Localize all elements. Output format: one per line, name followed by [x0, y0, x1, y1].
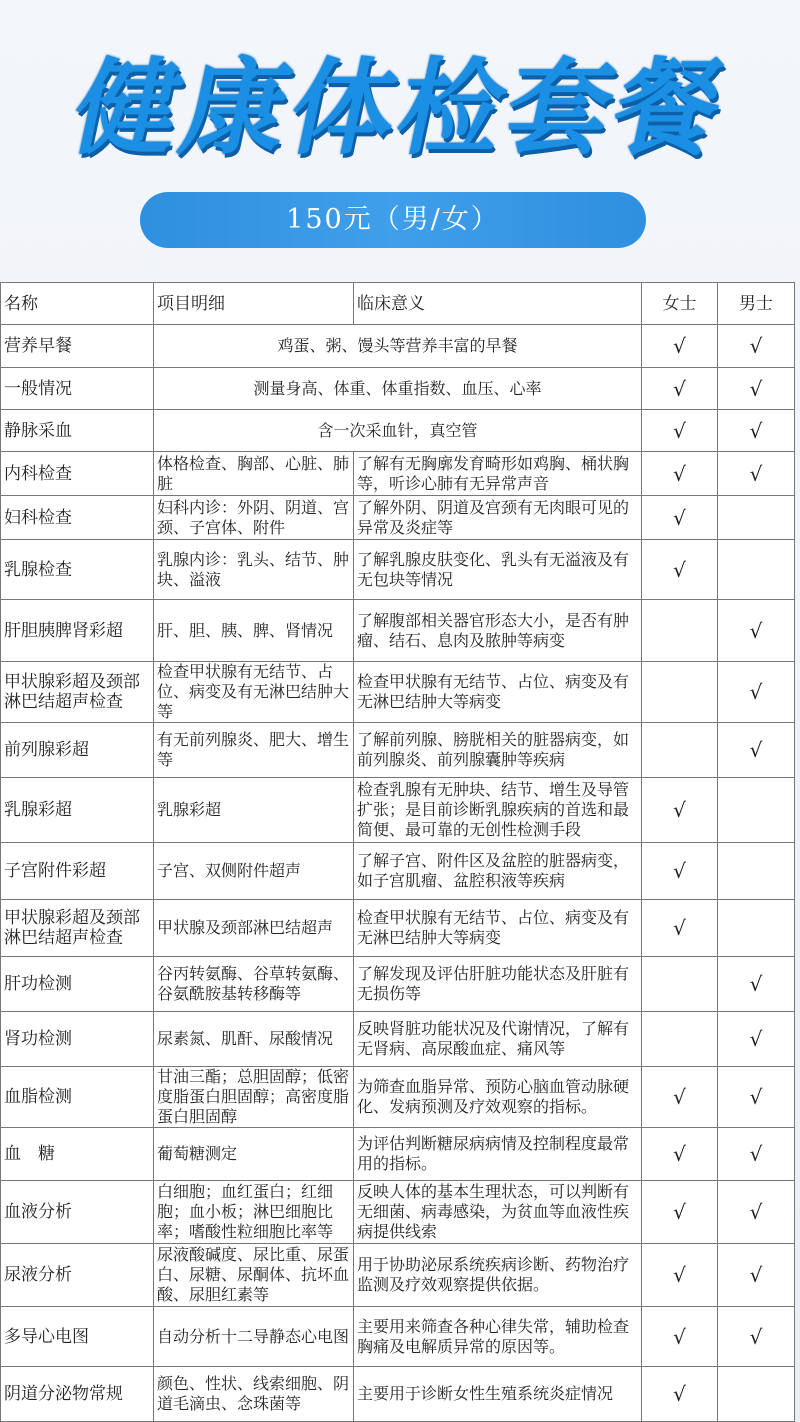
table-row — [1, 900, 795, 957]
item-name: 妇科检查 — [1, 496, 154, 540]
check-mark-icon: √ — [673, 859, 686, 883]
female-check-cell — [642, 1244, 718, 1307]
item-details: 自动分析十二导静态心电图 — [154, 1307, 354, 1367]
female-check-cell — [642, 496, 718, 540]
item-clinical-meaning: 反映人体的基本生理状态，可以判断有无细菌、病毒感染，为贫血等血液性疾病提供线索 — [354, 1181, 642, 1244]
item-details: 尿液酸碱度、尿比重、尿蛋白、尿糖、尿酮体、抗坏血酸、尿胆红素等 — [154, 1244, 354, 1307]
check-mark-icon: √ — [673, 505, 686, 530]
price-badge: 150元（男/女） — [140, 192, 646, 248]
header-name: 名称 — [1, 283, 154, 325]
male-check-cell — [718, 1012, 795, 1067]
table-row — [1, 325, 795, 368]
table-row — [1, 452, 795, 496]
item-details: 甘油三酯；总胆固醇；低密度脂蛋白胆固醇；高密度脂蛋白胆固醇 — [154, 1067, 354, 1128]
male-check-cell — [718, 325, 795, 368]
item-details: 子宫、双侧附件超声 — [154, 843, 354, 900]
male-check-cell — [718, 843, 795, 900]
female-check-cell — [642, 452, 718, 496]
table-row — [1, 662, 795, 723]
check-mark-icon: √ — [673, 334, 686, 358]
table-row — [1, 540, 795, 600]
item-details: 检查甲状腺有无结节、占位、病变及有无淋巴结肿大等 — [154, 662, 354, 723]
table-row — [1, 1307, 795, 1367]
check-mark-icon: √ — [673, 376, 686, 401]
item-details: 颜色、性状、线索细胞、阴道毛滴虫、念珠菌等 — [154, 1367, 354, 1422]
item-name: 阴道分泌物常规 — [1, 1367, 154, 1422]
check-mark-icon: √ — [749, 618, 763, 643]
table-row — [1, 1244, 795, 1307]
check-mark-icon: √ — [749, 1200, 763, 1224]
item-clinical-meaning: 了解外阴、阴道及宫颈有无肉眼可见的异常及炎症等 — [354, 496, 642, 540]
check-mark-icon: √ — [749, 738, 763, 762]
item-name: 甲状腺彩超及颈部淋巴结超声检查 — [1, 900, 154, 957]
check-mark-icon: √ — [673, 1200, 686, 1224]
header-female: 女士 — [642, 283, 718, 325]
male-check-cell — [718, 1181, 795, 1244]
table-row — [1, 723, 795, 778]
item-name: 一般情况 — [1, 368, 154, 410]
item-clinical-meaning: 了解有无胸廓发育畸形如鸡胸、桶状胸等，听诊心肺有无异常声音 — [354, 452, 642, 496]
check-mark-icon: √ — [673, 798, 686, 822]
check-mark-icon: √ — [749, 461, 763, 486]
female-check-cell — [642, 540, 718, 600]
item-clinical-meaning: 了解前列腺、膀胱相关的脏器病变，如前列腺炎、前列腺囊肿等疾病 — [354, 723, 642, 778]
female-check-cell — [642, 1307, 718, 1367]
male-check-cell — [718, 1307, 795, 1367]
item-description: 测量身高、体重、体重指数、血压、心率 — [154, 368, 642, 410]
check-mark-icon: √ — [673, 557, 686, 582]
table-header-row — [1, 283, 795, 325]
male-check-cell — [718, 1244, 795, 1307]
check-mark-icon: √ — [673, 1085, 686, 1109]
package-table — [0, 282, 795, 1422]
check-mark-icon: √ — [673, 1324, 686, 1349]
item-clinical-meaning: 检查乳腺有无肿块、结节、增生及导管扩张；是目前诊断乳腺疾病的首选和最简便、最可靠的无创性检测手段 — [354, 778, 642, 843]
table-row — [1, 1012, 795, 1067]
male-check-cell — [718, 452, 795, 496]
item-name: 前列腺彩超 — [1, 723, 154, 778]
check-mark-icon: √ — [749, 972, 763, 996]
table-row — [1, 410, 795, 452]
table-row — [1, 1128, 795, 1181]
item-name: 子宫附件彩超 — [1, 843, 154, 900]
item-details: 葡萄糖测定 — [154, 1128, 354, 1181]
female-check-cell — [642, 1367, 718, 1422]
check-mark-icon: √ — [749, 1324, 763, 1349]
check-mark-icon: √ — [673, 1142, 686, 1166]
female-check-cell — [642, 900, 718, 957]
item-name: 尿液分析 — [1, 1244, 154, 1307]
male-check-cell — [718, 1067, 795, 1128]
item-name: 营养早餐 — [1, 325, 154, 368]
item-name: 肝功检测 — [1, 957, 154, 1012]
male-check-cell — [718, 368, 795, 410]
item-name: 乳腺检查 — [1, 540, 154, 600]
header-meaning: 临床意义 — [354, 283, 642, 325]
check-mark-icon: √ — [673, 1263, 686, 1287]
item-description: 鸡蛋、粥、馒头等营养丰富的早餐 — [154, 325, 642, 368]
item-clinical-meaning: 检查甲状腺有无结节、占位、病变及有无淋巴结肿大等病变 — [354, 662, 642, 723]
item-clinical-meaning: 了解发现及评估肝脏功能状态及肝脏有无损伤等 — [354, 957, 642, 1012]
female-check-cell — [642, 1012, 718, 1067]
item-clinical-meaning: 为筛查血脂异常、预防心脑血管动脉硬化、发病预测及疗效观察的指标。 — [354, 1067, 642, 1128]
item-name: 血 糖 — [1, 1128, 154, 1181]
female-check-cell — [642, 957, 718, 1012]
table-row — [1, 1067, 795, 1128]
item-name: 肝胆胰脾肾彩超 — [1, 600, 154, 662]
check-mark-icon: √ — [749, 1027, 763, 1051]
item-details: 妇科内诊：外阴、阴道、宫颈、子宫体、附件 — [154, 496, 354, 540]
check-mark-icon: √ — [749, 334, 763, 358]
check-mark-icon: √ — [673, 418, 686, 443]
item-description: 含一次采血针，真空管 — [154, 410, 642, 452]
package-table-wrap — [0, 282, 800, 1422]
female-check-cell — [642, 778, 718, 843]
item-clinical-meaning: 了解子宫、附件区及盆腔的脏器病变，如子宫肌瘤、盆腔积液等疾病 — [354, 843, 642, 900]
male-check-cell — [718, 540, 795, 600]
item-clinical-meaning: 反映肾脏功能状况及代谢情况，了解有无肾病、高尿酸血症、痛风等 — [354, 1012, 642, 1067]
header — [0, 0, 800, 282]
male-check-cell — [718, 496, 795, 540]
male-check-cell — [718, 1367, 795, 1422]
item-name: 多导心电图 — [1, 1307, 154, 1367]
item-name: 血液分析 — [1, 1181, 154, 1244]
male-check-cell — [718, 1128, 795, 1181]
item-name: 乳腺彩超 — [1, 778, 154, 843]
female-check-cell — [642, 1067, 718, 1128]
check-mark-icon: √ — [749, 1263, 763, 1287]
check-mark-icon: √ — [749, 376, 763, 401]
item-details: 尿素氮、肌酐、尿酸情况 — [154, 1012, 354, 1067]
female-check-cell — [642, 368, 718, 410]
female-check-cell — [642, 600, 718, 662]
header-details: 项目明细 — [154, 283, 354, 325]
item-name: 甲状腺彩超及颈部淋巴结超声检查 — [1, 662, 154, 723]
item-details: 体格检查、胸部、心脏、肺脏 — [154, 452, 354, 496]
male-check-cell — [718, 662, 795, 723]
item-name: 静脉采血 — [1, 410, 154, 452]
check-mark-icon: √ — [673, 916, 686, 940]
item-details: 肝、胆、胰、脾、肾情况 — [154, 600, 354, 662]
item-name: 肾功检测 — [1, 1012, 154, 1067]
item-details: 有无前列腺炎、肥大、增生等 — [154, 723, 354, 778]
item-name: 血脂检测 — [1, 1067, 154, 1128]
female-check-cell — [642, 1181, 718, 1244]
item-clinical-meaning: 检查甲状腺有无结节、占位、病变及有无淋巴结肿大等病变 — [354, 900, 642, 957]
female-check-cell — [642, 843, 718, 900]
table-row — [1, 1181, 795, 1244]
table-body — [1, 325, 795, 1422]
table-row — [1, 1367, 795, 1422]
table-row — [1, 778, 795, 843]
table-row — [1, 957, 795, 1012]
check-mark-icon: √ — [673, 461, 686, 486]
item-details: 乳腺彩超 — [154, 778, 354, 843]
check-mark-icon: √ — [673, 1382, 686, 1406]
female-check-cell — [642, 662, 718, 723]
female-check-cell — [642, 723, 718, 778]
item-details: 谷丙转氨酶、谷草转氨酶、谷氨酰胺基转移酶等 — [154, 957, 354, 1012]
male-check-cell — [718, 900, 795, 957]
female-check-cell — [642, 325, 718, 368]
item-clinical-meaning: 用于协助泌尿系统疾病诊断、药物治疗监测及疗效观察提供依据。 — [354, 1244, 642, 1307]
check-mark-icon: √ — [749, 1085, 763, 1109]
item-details: 乳腺内诊：乳头、结节、肿块、溢液 — [154, 540, 354, 600]
check-mark-icon: √ — [749, 1142, 763, 1166]
item-clinical-meaning: 了解腹部相关器官形态大小，是否有肿瘤、结石、息肉及脓肿等病变 — [354, 600, 642, 662]
header-male: 男士 — [718, 283, 795, 325]
page-title: 健康体检套餐 — [63, 47, 737, 169]
female-check-cell — [642, 1128, 718, 1181]
male-check-cell — [718, 600, 795, 662]
item-details: 甲状腺及颈部淋巴结超声 — [154, 900, 354, 957]
item-clinical-meaning: 了解乳腺皮肤变化、乳头有无溢液及有无包块等情况 — [354, 540, 642, 600]
table-row — [1, 600, 795, 662]
item-clinical-meaning: 主要用于诊断女性生殖系统炎症情况 — [354, 1367, 642, 1422]
item-clinical-meaning: 为评估判断糖尿病病情及控制程度最常用的指标。 — [354, 1128, 642, 1181]
table-row — [1, 843, 795, 900]
item-clinical-meaning: 主要用来筛查各种心律失常，辅助检查胸痛及电解质异常的原因等。 — [354, 1307, 642, 1367]
item-name: 内科检查 — [1, 452, 154, 496]
male-check-cell — [718, 957, 795, 1012]
check-mark-icon: √ — [749, 680, 763, 704]
male-check-cell — [718, 410, 795, 452]
check-mark-icon: √ — [749, 418, 763, 443]
table-row — [1, 496, 795, 540]
table-row — [1, 368, 795, 410]
item-details: 白细胞；血红蛋白；红细胞；血小板；淋巴细胞比率；嗜酸性粒细胞比率等 — [154, 1181, 354, 1244]
male-check-cell — [718, 723, 795, 778]
male-check-cell — [718, 778, 795, 843]
female-check-cell — [642, 410, 718, 452]
